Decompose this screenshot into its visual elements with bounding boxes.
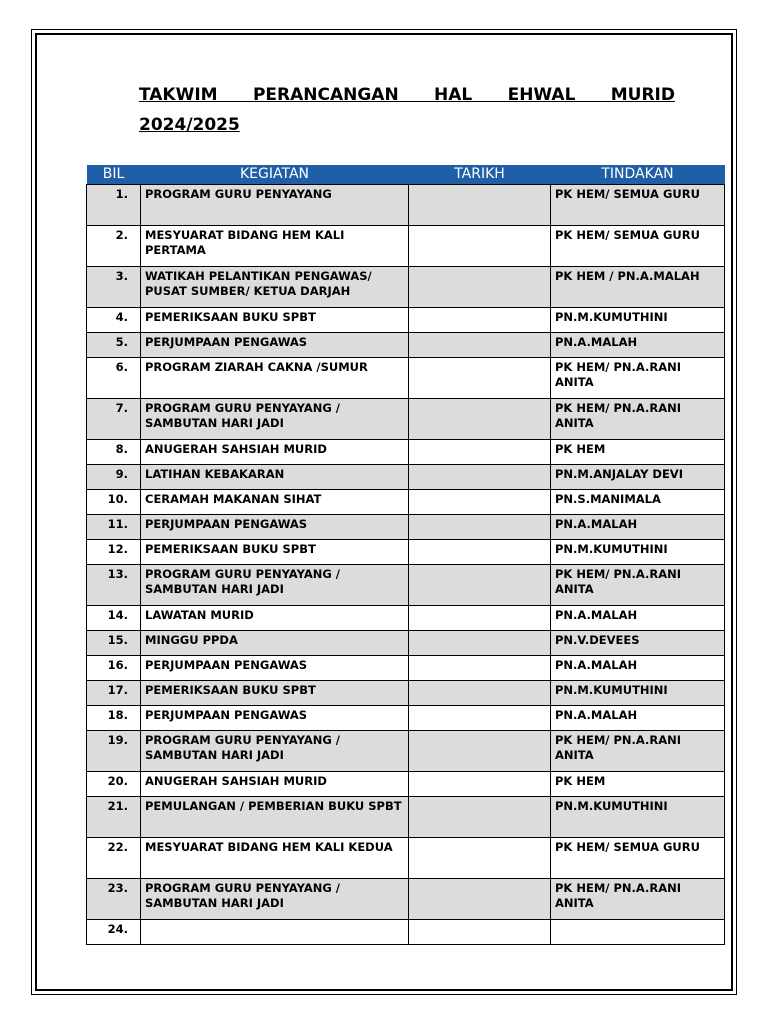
table-row [87, 731, 725, 772]
cell-tarikh [409, 656, 551, 681]
cell-tindakan: PK HEM/ PN.A.RANI ANITA [551, 879, 725, 920]
header-kegiatan: KEGIATAN [141, 165, 409, 185]
cell-tindakan: PK HEM/ PN.A.RANI ANITA [551, 399, 725, 440]
cell-kegiatan: ANUGERAH SAHSIAH MURID [141, 440, 409, 465]
table-row [87, 606, 725, 631]
cell-tindakan: PN.M.ANJALAY DEVI [551, 465, 725, 490]
cell-kegiatan: MINGGU PPDA [141, 631, 409, 656]
table-row [87, 681, 725, 706]
cell-tindakan: PK HEM [551, 772, 725, 797]
title-line-1: TAKWIM PERANCANGAN HAL EHWAL MURID [139, 85, 675, 105]
cell-bil: 15. [87, 631, 141, 656]
cell-tarikh [409, 333, 551, 358]
cell-tarikh [409, 226, 551, 267]
cell-kegiatan: PERJUMPAAN PENGAWAS [141, 656, 409, 681]
cell-bil: 17. [87, 681, 141, 706]
cell-kegiatan: PROGRAM GURU PENYAYANG / SAMBUTAN HARI JADI [141, 879, 409, 920]
table-row [87, 631, 725, 656]
cell-tarikh [409, 440, 551, 465]
cell-tarikh [409, 797, 551, 838]
cell-tindakan: PN.A.MALAH [551, 606, 725, 631]
cell-tindakan: PK HEM/ SEMUA GURU [551, 226, 725, 267]
cell-bil: 11. [87, 515, 141, 540]
cell-tindakan: PK HEM/ SEMUA GURU [551, 838, 725, 879]
table-row [87, 308, 725, 333]
cell-kegiatan: PERJUMPAAN PENGAWAS [141, 706, 409, 731]
cell-tarikh [409, 681, 551, 706]
cell-kegiatan: PERJUMPAAN PENGAWAS [141, 515, 409, 540]
table-row [87, 540, 725, 565]
table-row [87, 920, 725, 945]
cell-tindakan: PN.A.MALAH [551, 333, 725, 358]
cell-tindakan: PN.M.KUMUTHINI [551, 308, 725, 333]
cell-tarikh [409, 540, 551, 565]
cell-bil: 24. [87, 920, 141, 945]
cell-kegiatan: ANUGERAH SAHSIAH MURID [141, 772, 409, 797]
cell-bil: 20. [87, 772, 141, 797]
cell-kegiatan: LATIHAN KEBAKARAN [141, 465, 409, 490]
cell-bil: 19. [87, 731, 141, 772]
cell-kegiatan: LAWATAN MURID [141, 606, 409, 631]
cell-tarikh [409, 879, 551, 920]
table-row [87, 656, 725, 681]
cell-tarikh [409, 267, 551, 308]
cell-kegiatan: PROGRAM GURU PENYAYANG / SAMBUTAN HARI JADI [141, 399, 409, 440]
cell-bil: 9. [87, 465, 141, 490]
cell-tindakan: PK HEM/ SEMUA GURU [551, 185, 725, 226]
cell-tindakan: PN.M.KUMUTHINI [551, 681, 725, 706]
cell-tindakan: PN.A.MALAH [551, 515, 725, 540]
table-row [87, 185, 725, 226]
cell-tarikh [409, 706, 551, 731]
cell-kegiatan: PROGRAM GURU PENYAYANG / SAMBUTAN HARI JADI [141, 565, 409, 606]
table-row [87, 515, 725, 540]
cell-tarikh [409, 772, 551, 797]
cell-bil: 16. [87, 656, 141, 681]
cell-tarikh [409, 606, 551, 631]
cell-tarikh [409, 490, 551, 515]
cell-tarikh [409, 399, 551, 440]
title-line-2: 2024/2025 [139, 115, 240, 135]
cell-bil: 22. [87, 838, 141, 879]
table-row [87, 490, 725, 515]
cell-tindakan: PK HEM/ PN.A.RANI ANITA [551, 731, 725, 772]
cell-tarikh [409, 185, 551, 226]
cell-kegiatan: PERJUMPAAN PENGAWAS [141, 333, 409, 358]
cell-tarikh [409, 631, 551, 656]
cell-bil: 4. [87, 308, 141, 333]
cell-bil: 2. [87, 226, 141, 267]
cell-tarikh [409, 308, 551, 333]
cell-kegiatan: PROGRAM GURU PENYAYANG [141, 185, 409, 226]
cell-bil: 13. [87, 565, 141, 606]
table-row [87, 267, 725, 308]
table-row [87, 333, 725, 358]
cell-tindakan: PN.V.DEVEES [551, 631, 725, 656]
table-row [87, 465, 725, 490]
table-row [87, 358, 725, 399]
table-row [87, 226, 725, 267]
cell-kegiatan: PROGRAM ZIARAH CAKNA /SUMUR [141, 358, 409, 399]
table-row [87, 565, 725, 606]
cell-tarikh [409, 358, 551, 399]
cell-tindakan: PN.A.MALAH [551, 706, 725, 731]
cell-bil: 12. [87, 540, 141, 565]
cell-tindakan: PN.M.KUMUTHINI [551, 797, 725, 838]
cell-kegiatan: PEMULANGAN / PEMBERIAN BUKU SPBT [141, 797, 409, 838]
cell-tindakan: PK HEM/ PN.A.RANI ANITA [551, 358, 725, 399]
cell-kegiatan: MESYUARAT BIDANG HEM KALI KEDUA [141, 838, 409, 879]
cell-bil: 6. [87, 358, 141, 399]
cell-kegiatan [141, 920, 409, 945]
cell-kegiatan: PEMERIKSAAN BUKU SPBT [141, 308, 409, 333]
cell-bil: 5. [87, 333, 141, 358]
table-row [87, 879, 725, 920]
table-body [87, 185, 725, 945]
schedule-table [86, 165, 725, 945]
cell-tindakan: PK HEM/ PN.A.RANI ANITA [551, 565, 725, 606]
cell-bil: 8. [87, 440, 141, 465]
cell-bil: 3. [87, 267, 141, 308]
cell-tindakan: PN.S.MANIMALA [551, 490, 725, 515]
cell-tindakan: PK HEM / PN.A.MALAH [551, 267, 725, 308]
cell-kegiatan: CERAMAH MAKANAN SIHAT [141, 490, 409, 515]
cell-tarikh [409, 838, 551, 879]
cell-bil: 14. [87, 606, 141, 631]
cell-bil: 10. [87, 490, 141, 515]
cell-kegiatan: PEMERIKSAAN BUKU SPBT [141, 540, 409, 565]
cell-tindakan [551, 920, 725, 945]
cell-tindakan: PN.M.KUMUTHINI [551, 540, 725, 565]
header-tindakan: TINDAKAN [551, 165, 725, 185]
table-row [87, 838, 725, 879]
cell-kegiatan: PROGRAM GURU PENYAYANG / SAMBUTAN HARI JADI [141, 731, 409, 772]
cell-tarikh [409, 731, 551, 772]
cell-bil: 1. [87, 185, 141, 226]
cell-tarikh [409, 565, 551, 606]
cell-kegiatan: WATIKAH PELANTIKAN PENGAWAS/ PUSAT SUMBER/ KETUA DARJAH [141, 267, 409, 308]
cell-bil: 18. [87, 706, 141, 731]
cell-kegiatan: PEMERIKSAAN BUKU SPBT [141, 681, 409, 706]
document-title [139, 80, 675, 140]
table-row [87, 797, 725, 838]
cell-tarikh [409, 465, 551, 490]
table-row [87, 706, 725, 731]
table-row [87, 399, 725, 440]
cell-tindakan: PK HEM [551, 440, 725, 465]
header-tarikh: TARIKH [409, 165, 551, 185]
cell-tarikh [409, 515, 551, 540]
table-header-row [87, 165, 725, 185]
cell-bil: 21. [87, 797, 141, 838]
cell-tarikh [409, 920, 551, 945]
cell-bil: 7. [87, 399, 141, 440]
cell-bil: 23. [87, 879, 141, 920]
table-row [87, 440, 725, 465]
table-row [87, 772, 725, 797]
header-bil: BIL [87, 165, 141, 185]
cell-kegiatan: MESYUARAT BIDANG HEM KALI PERTAMA [141, 226, 409, 267]
cell-tindakan: PN.A.MALAH [551, 656, 725, 681]
